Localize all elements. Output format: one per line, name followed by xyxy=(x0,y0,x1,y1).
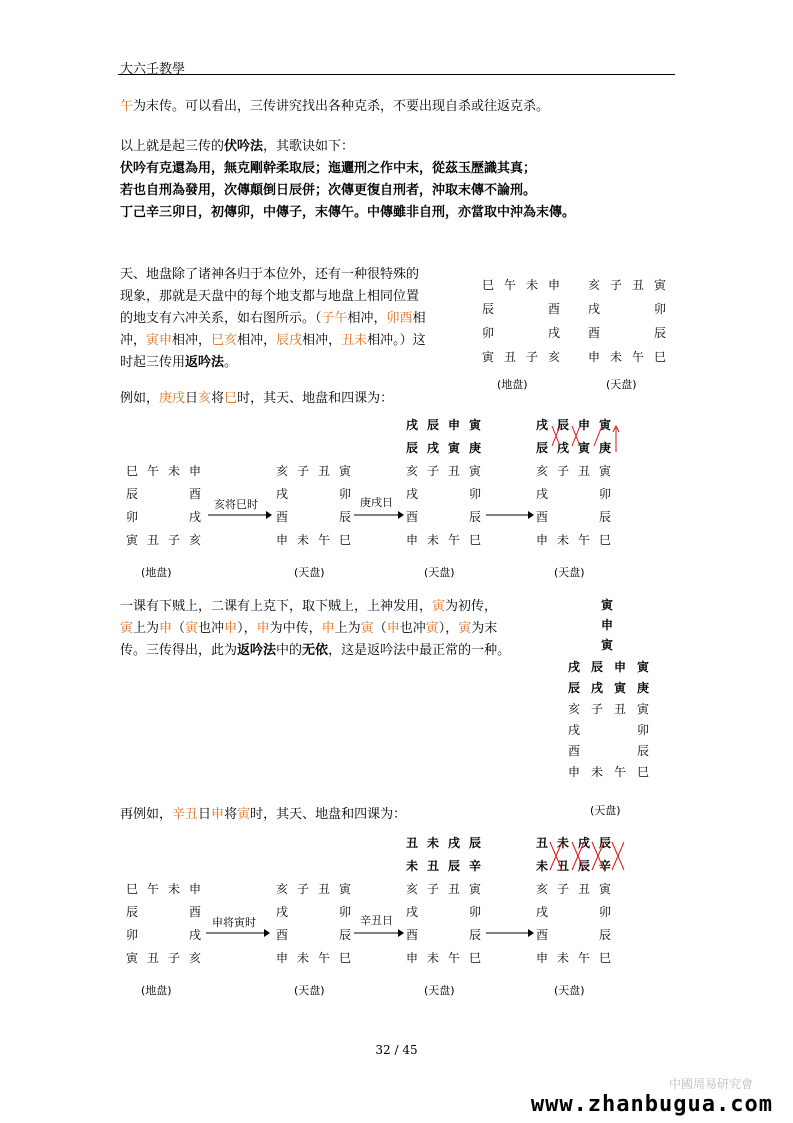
ex1-arrow1-label: 亥将巳时 xyxy=(214,498,258,511)
text-run: 寅 xyxy=(425,621,439,636)
branch-cell: 辰 xyxy=(481,302,494,316)
ex2-cross-marks xyxy=(532,836,632,878)
branch-cell: 午 xyxy=(631,350,644,364)
branch-cell: 子 xyxy=(296,882,309,896)
verse-line-1: 伏吟有克還為用，無克剛幹柔取辰；迤邐刑之作中末，從茲玉歷識其真； xyxy=(120,161,537,176)
text-run: ）， xyxy=(237,621,257,636)
text-run: 传。三传得出，此为 xyxy=(120,643,238,658)
branch-cell: 寅 xyxy=(598,418,611,432)
branch-cell: 卯 xyxy=(125,510,138,524)
text-run: 将 xyxy=(224,807,238,822)
branch-cell: 卯 xyxy=(125,928,138,942)
text-run: 寅 xyxy=(432,599,446,614)
text-line xyxy=(120,286,426,308)
text-run: ）， xyxy=(438,621,459,636)
branch-cell: 卯 xyxy=(598,905,611,919)
branch-cell: 酉 xyxy=(535,928,548,942)
text-run: 寅 xyxy=(360,621,374,636)
branch-cell: 午 xyxy=(447,533,460,547)
branch-cell: 子 xyxy=(296,464,309,478)
text-run: 伏吟法 xyxy=(224,139,264,154)
branch-cell: 辰 xyxy=(125,487,138,501)
text-run: 天、地盘除了诸神各归于本位外，还有一种很特殊的 xyxy=(120,267,420,282)
text-run: 也冲 xyxy=(399,621,426,636)
branch-cell: 未 xyxy=(296,533,309,547)
branch-cell: 戌 xyxy=(535,905,548,919)
branch-cell: 卯 xyxy=(653,302,666,316)
paragraph-2 xyxy=(120,136,354,158)
branch-cell: 辰 xyxy=(468,836,481,850)
ex2-tian-label-2: (天盘) xyxy=(424,984,455,997)
branch-cell: 戌 xyxy=(535,487,548,501)
branch-cell: 午 xyxy=(577,951,590,965)
branch-cell: 酉 xyxy=(275,928,288,942)
branch-cell: 庚 xyxy=(468,441,481,455)
text-run: 为末 xyxy=(471,621,498,636)
branch-cell: 亥 xyxy=(405,882,418,896)
branch-cell: 午 xyxy=(146,464,159,478)
branch-cell: 丑 xyxy=(556,859,569,873)
branch-cell: 辰 xyxy=(338,928,351,942)
branch-cell: 丑 xyxy=(146,951,159,965)
header-title: 大六壬教學 xyxy=(120,62,186,77)
branch-cell: 酉 xyxy=(567,744,580,758)
branch-cell: 寅 xyxy=(653,278,666,292)
branch-cell: 亥 xyxy=(275,464,288,478)
ex2-di-label: (地盘) xyxy=(141,984,172,997)
page-number: 32 / 45 xyxy=(375,1043,418,1057)
text-run: （ xyxy=(172,621,186,636)
branch-cell: 亥 xyxy=(587,278,600,292)
text-run: 卯酉 xyxy=(386,311,413,326)
branch-cell: 丑 xyxy=(613,702,626,716)
text-run: 也冲 xyxy=(198,621,225,636)
branch-cell: 亥 xyxy=(275,882,288,896)
ex1-arrow2-label: 庚戌日 xyxy=(360,496,393,509)
branch-cell: 申 xyxy=(275,533,288,547)
branch-cell: 寅 xyxy=(338,882,351,896)
branch-cell: 戌 xyxy=(426,441,439,455)
branch-cell: 戌 xyxy=(405,418,418,432)
branch-cell: 巳 xyxy=(125,882,138,896)
branch-cell: 酉 xyxy=(587,326,600,340)
branch-cell: 丑 xyxy=(317,464,330,478)
text-run: 为中传， xyxy=(269,621,322,636)
branch-cell: 辰 xyxy=(598,836,611,850)
branch-cell: 申 xyxy=(405,533,418,547)
branch-cell: 寅 xyxy=(613,681,626,695)
branch-cell: 申 xyxy=(447,418,460,432)
branch-cell: 未 xyxy=(556,533,569,547)
text-line xyxy=(120,596,510,618)
branch-cell: 亥 xyxy=(547,350,560,364)
branch-cell: 酉 xyxy=(188,905,201,919)
text-run: 相冲， xyxy=(302,333,342,348)
branch-cell: 未 xyxy=(296,951,309,965)
ex2-tian-label-1: (天盘) xyxy=(294,984,325,997)
branch-cell: 辰 xyxy=(577,859,590,873)
branch-cell: 丑 xyxy=(577,464,590,478)
branch-cell: 辛 xyxy=(468,859,481,873)
text-run: 日 xyxy=(185,391,199,406)
text-run: 的地支有六冲关系，如右图所示。（ xyxy=(120,311,322,326)
branch-cell: 戌 xyxy=(587,302,600,316)
branch-cell: 巳 xyxy=(653,350,666,364)
branch-cell: 辰 xyxy=(598,510,611,524)
branch-cell: 辰 xyxy=(468,510,481,524)
branch-cell: 巳 xyxy=(338,533,351,547)
branch-cell: 午 xyxy=(317,951,330,965)
text-run: 寅申 xyxy=(146,333,173,348)
branch-cell: 寅 xyxy=(447,441,460,455)
branch-cell: 未 xyxy=(405,859,418,873)
branch-cell: 午 xyxy=(503,278,516,292)
branch-cell: 丑 xyxy=(447,464,460,478)
branch-cell: 寅 xyxy=(125,533,138,547)
ex2-arrow1 xyxy=(204,928,270,938)
branch-cell: 辰 xyxy=(405,441,418,455)
text-line xyxy=(120,352,426,374)
paragraph-6 xyxy=(120,804,406,826)
site-watermark: www.zhanbugua.com xyxy=(530,1092,773,1117)
text-run: 申 xyxy=(386,621,400,636)
branch-cell: 未 xyxy=(167,882,180,896)
branch-cell: 寅 xyxy=(577,441,590,455)
branch-cell: 戌 xyxy=(405,905,418,919)
branch-cell: 丑 xyxy=(317,882,330,896)
text-run: 申 xyxy=(256,621,270,636)
branch-cell: 庚 xyxy=(636,681,649,695)
branch-cell: 申 xyxy=(188,882,201,896)
branch-cell: 寅 xyxy=(125,951,138,965)
branch-cell: 丑 xyxy=(405,836,418,850)
branch-cell: 巳 xyxy=(481,278,494,292)
paragraph-1 xyxy=(120,96,549,118)
text-run: 申 xyxy=(159,621,173,636)
paragraph-5 xyxy=(120,596,510,662)
branch-cell: 巳 xyxy=(125,464,138,478)
di-label-ref: (地盘) xyxy=(497,378,528,391)
text-run: 相冲， xyxy=(172,333,212,348)
branch-cell: 卯 xyxy=(481,326,494,340)
ex1-cross-marks xyxy=(532,418,632,460)
text-run: 巳 xyxy=(224,391,238,406)
branch-cell: 未 xyxy=(556,836,569,850)
paragraph-4 xyxy=(120,388,393,410)
text-run: 上为 xyxy=(133,621,160,636)
text-line xyxy=(120,264,426,286)
text-run: 寅 xyxy=(458,621,472,636)
text-line xyxy=(120,308,426,330)
branch-cell: 丑 xyxy=(535,836,548,850)
branch-cell: 辰 xyxy=(125,905,138,919)
text-run: 辛丑 xyxy=(172,807,199,822)
text-run: 相 xyxy=(412,311,426,326)
text-run: 时起三传用 xyxy=(120,355,186,370)
text-run: 子午 xyxy=(321,311,348,326)
text-run: 辰戌 xyxy=(276,333,303,348)
branch-cell: 未 xyxy=(556,951,569,965)
ex2-tian-label-3: (天盘) xyxy=(554,984,585,997)
branch-cell: 巳 xyxy=(636,765,649,779)
text-line xyxy=(120,330,426,352)
branch-cell: 寅 xyxy=(468,464,481,478)
branch-cell: 申 xyxy=(600,618,613,632)
branch-cell: 戌 xyxy=(188,928,201,942)
branch-cell: 戌 xyxy=(275,905,288,919)
branch-cell: 亥 xyxy=(188,951,201,965)
text-run: 丑未 xyxy=(341,333,368,348)
text-run: 以上就是起三传的 xyxy=(120,139,225,154)
branch-cell: 子 xyxy=(609,278,622,292)
branch-cell: 子 xyxy=(590,702,603,716)
branch-cell: 戌 xyxy=(567,723,580,737)
branch-cell: 申 xyxy=(275,951,288,965)
branch-cell: 丑 xyxy=(631,278,644,292)
branch-cell: 申 xyxy=(577,418,590,432)
branch-cell: 申 xyxy=(188,464,201,478)
branch-cell: 丑 xyxy=(577,882,590,896)
text-run: 例如， xyxy=(120,391,160,406)
branch-cell: 亥 xyxy=(405,464,418,478)
ex2-arrow3 xyxy=(484,928,534,938)
branch-cell: 子 xyxy=(556,464,569,478)
branch-cell: 亥 xyxy=(535,882,548,896)
text-run: 相冲， xyxy=(237,333,277,348)
branch-cell: 亥 xyxy=(535,464,548,478)
branch-cell: 子 xyxy=(525,350,538,364)
text-run: 日 xyxy=(198,807,212,822)
branch-cell: 酉 xyxy=(547,302,560,316)
ex1-arrow3 xyxy=(484,510,534,520)
branch-cell: 申 xyxy=(587,350,600,364)
branch-cell: 卯 xyxy=(338,905,351,919)
branch-cell: 子 xyxy=(426,464,439,478)
branch-cell: 亥 xyxy=(188,533,201,547)
ex2-arrow1-label: 申将寅时 xyxy=(212,916,256,929)
text-run: 上为 xyxy=(334,621,361,636)
branch-cell: 戌 xyxy=(590,681,603,695)
faint-watermark: 中國周易研究會 xyxy=(668,1077,753,1091)
text-run: 午 xyxy=(120,99,134,114)
text-run: 相冲， xyxy=(347,311,387,326)
ex1-arrow1 xyxy=(206,510,272,520)
branch-cell: 辛 xyxy=(598,859,611,873)
ex1-tian-label-1: (天盘) xyxy=(294,566,325,579)
ex1-tian-label-3: (天盘) xyxy=(554,566,585,579)
branch-cell: 辰 xyxy=(653,326,666,340)
branch-cell: 卯 xyxy=(636,723,649,737)
branch-cell: 辰 xyxy=(426,418,439,432)
branch-cell: 巳 xyxy=(598,533,611,547)
branch-cell: 寅 xyxy=(338,464,351,478)
branch-cell: 丑 xyxy=(447,882,460,896)
branch-cell: 戌 xyxy=(556,441,569,455)
branch-cell: 子 xyxy=(167,533,180,547)
text-run: 为初传， xyxy=(445,599,498,614)
branch-cell: 巳 xyxy=(338,951,351,965)
branch-cell: 巳 xyxy=(598,951,611,965)
branch-cell: 辰 xyxy=(636,744,649,758)
branch-cell: 丑 xyxy=(426,859,439,873)
branch-cell: 戌 xyxy=(547,326,560,340)
ex2-arrow2 xyxy=(352,928,404,938)
text-run: 相冲。）这 xyxy=(367,333,426,348)
branch-cell: 未 xyxy=(525,278,538,292)
branch-cell: 戌 xyxy=(188,510,201,524)
branch-cell: 未 xyxy=(426,951,439,965)
branch-cell: 酉 xyxy=(405,928,418,942)
branch-cell: 亥 xyxy=(567,702,580,716)
text-run: 无依 xyxy=(302,643,329,658)
text-run: ，这是返吟法中最正常的一种。 xyxy=(328,643,511,658)
tian-label-ref: (天盘) xyxy=(606,378,637,391)
branch-cell: 酉 xyxy=(535,510,548,524)
branch-cell: 寅 xyxy=(481,350,494,364)
text-run: 现象，那就是天盘中的每个地支都与地盘上相同位置 xyxy=(120,289,420,304)
branch-cell: 寅 xyxy=(468,418,481,432)
ex1-tian-label-2: (天盘) xyxy=(424,566,455,579)
text-run: 亥 xyxy=(198,391,212,406)
text-run: 中的 xyxy=(276,643,303,658)
branch-cell: 辰 xyxy=(590,660,603,674)
text-run: 为末传。可以看出，三传讲究找出各种克杀，不要出现自杀或往返克杀。 xyxy=(133,99,550,114)
text-line xyxy=(120,618,510,640)
branch-cell: 戌 xyxy=(405,487,418,501)
branch-cell: 申 xyxy=(613,660,626,674)
branch-cell: 酉 xyxy=(188,487,201,501)
branch-cell: 午 xyxy=(317,533,330,547)
branch-cell: 午 xyxy=(613,765,626,779)
branch-cell: 子 xyxy=(167,951,180,965)
branch-cell: 寅 xyxy=(636,702,649,716)
verse-line-2: 若也自刑為發用，次傳顛倒日辰併；次傳更復自刑者，沖取末傳不論刑。 xyxy=(120,183,537,198)
branch-cell: 卯 xyxy=(468,905,481,919)
branch-cell: 戌 xyxy=(535,418,548,432)
ex1-arrow2 xyxy=(352,510,404,520)
branch-cell: 酉 xyxy=(275,510,288,524)
ex2-arrow2-label: 辛丑日 xyxy=(360,914,393,927)
branch-cell: 寅 xyxy=(600,638,613,652)
branch-cell: 卯 xyxy=(598,487,611,501)
text-run: 寅 xyxy=(237,807,251,822)
branch-cell: 午 xyxy=(146,882,159,896)
branch-cell: 辰 xyxy=(468,928,481,942)
paragraph-3 xyxy=(120,264,426,374)
branch-cell: 庚 xyxy=(598,441,611,455)
branch-cell: 未 xyxy=(426,836,439,850)
text-run: 。 xyxy=(224,355,238,370)
branch-cell: 戌 xyxy=(567,660,580,674)
branch-cell: 申 xyxy=(547,278,560,292)
branch-cell: 辰 xyxy=(447,859,460,873)
branch-cell: 巳 xyxy=(468,951,481,965)
text-run: 将 xyxy=(211,391,225,406)
text-run: 申 xyxy=(224,621,238,636)
branch-cell: 寅 xyxy=(600,598,613,612)
branch-cell: 午 xyxy=(577,533,590,547)
branch-cell: 辰 xyxy=(556,418,569,432)
text-run: 再例如， xyxy=(120,807,173,822)
text-run: 庚戌 xyxy=(159,391,186,406)
text-run: 返吟法 xyxy=(237,643,277,658)
text-run: 申 xyxy=(321,621,335,636)
text-run: 巳亥 xyxy=(211,333,238,348)
branch-cell: 未 xyxy=(590,765,603,779)
branch-cell: 午 xyxy=(447,951,460,965)
branch-cell: 辰 xyxy=(598,928,611,942)
branch-cell: 寅 xyxy=(598,882,611,896)
text-run: （ xyxy=(373,621,387,636)
branch-cell: 酉 xyxy=(405,510,418,524)
branch-cell: 戌 xyxy=(447,836,460,850)
branch-cell: 寅 xyxy=(468,882,481,896)
text-run: 冲， xyxy=(120,333,147,348)
text-run: 申 xyxy=(211,807,225,822)
branch-cell: 辰 xyxy=(535,441,548,455)
branch-cell: 戌 xyxy=(577,836,590,850)
branch-cell: 辰 xyxy=(567,681,580,695)
text-run: 寅 xyxy=(185,621,199,636)
branch-cell: 申 xyxy=(567,765,580,779)
branch-cell: 丑 xyxy=(503,350,516,364)
branch-cell: 卯 xyxy=(338,487,351,501)
branch-cell: 丑 xyxy=(146,533,159,547)
branch-cell: 未 xyxy=(167,464,180,478)
branch-cell: 未 xyxy=(535,859,548,873)
branch-cell: 子 xyxy=(556,882,569,896)
branch-cell: 寅 xyxy=(598,464,611,478)
branch-cell: 申 xyxy=(535,533,548,547)
verse-line-3: 丁己辛三卯日，初傳卯，中傳子，末傳午。中傳雖非自刑，亦當取中沖為末傳。 xyxy=(120,205,576,220)
ex1-di-label: (地盘) xyxy=(141,566,172,579)
header-divider xyxy=(118,74,675,75)
branch-cell: 申 xyxy=(535,951,548,965)
text-run: 返吟法 xyxy=(185,355,225,370)
text-run: 时，其天、地盘和四课为： xyxy=(250,807,407,822)
ex1-right-tian-label: (天盘) xyxy=(590,804,621,817)
branch-cell: 申 xyxy=(405,951,418,965)
branch-cell: 戌 xyxy=(275,487,288,501)
branch-cell: 辰 xyxy=(338,510,351,524)
branch-cell: 巳 xyxy=(468,533,481,547)
branch-cell: 未 xyxy=(609,350,622,364)
text-run: 时，其天、地盘和四课为： xyxy=(237,391,394,406)
branch-cell: 未 xyxy=(426,533,439,547)
text-run: ，其歌诀如下： xyxy=(263,139,355,154)
text-line xyxy=(120,640,510,662)
branch-cell: 寅 xyxy=(636,660,649,674)
branch-cell: 子 xyxy=(426,882,439,896)
text-run: 一课有下贼上，二课有上克下，取下贼上，上神发用， xyxy=(120,599,433,614)
text-run: 寅 xyxy=(120,621,134,636)
branch-cell: 卯 xyxy=(468,487,481,501)
